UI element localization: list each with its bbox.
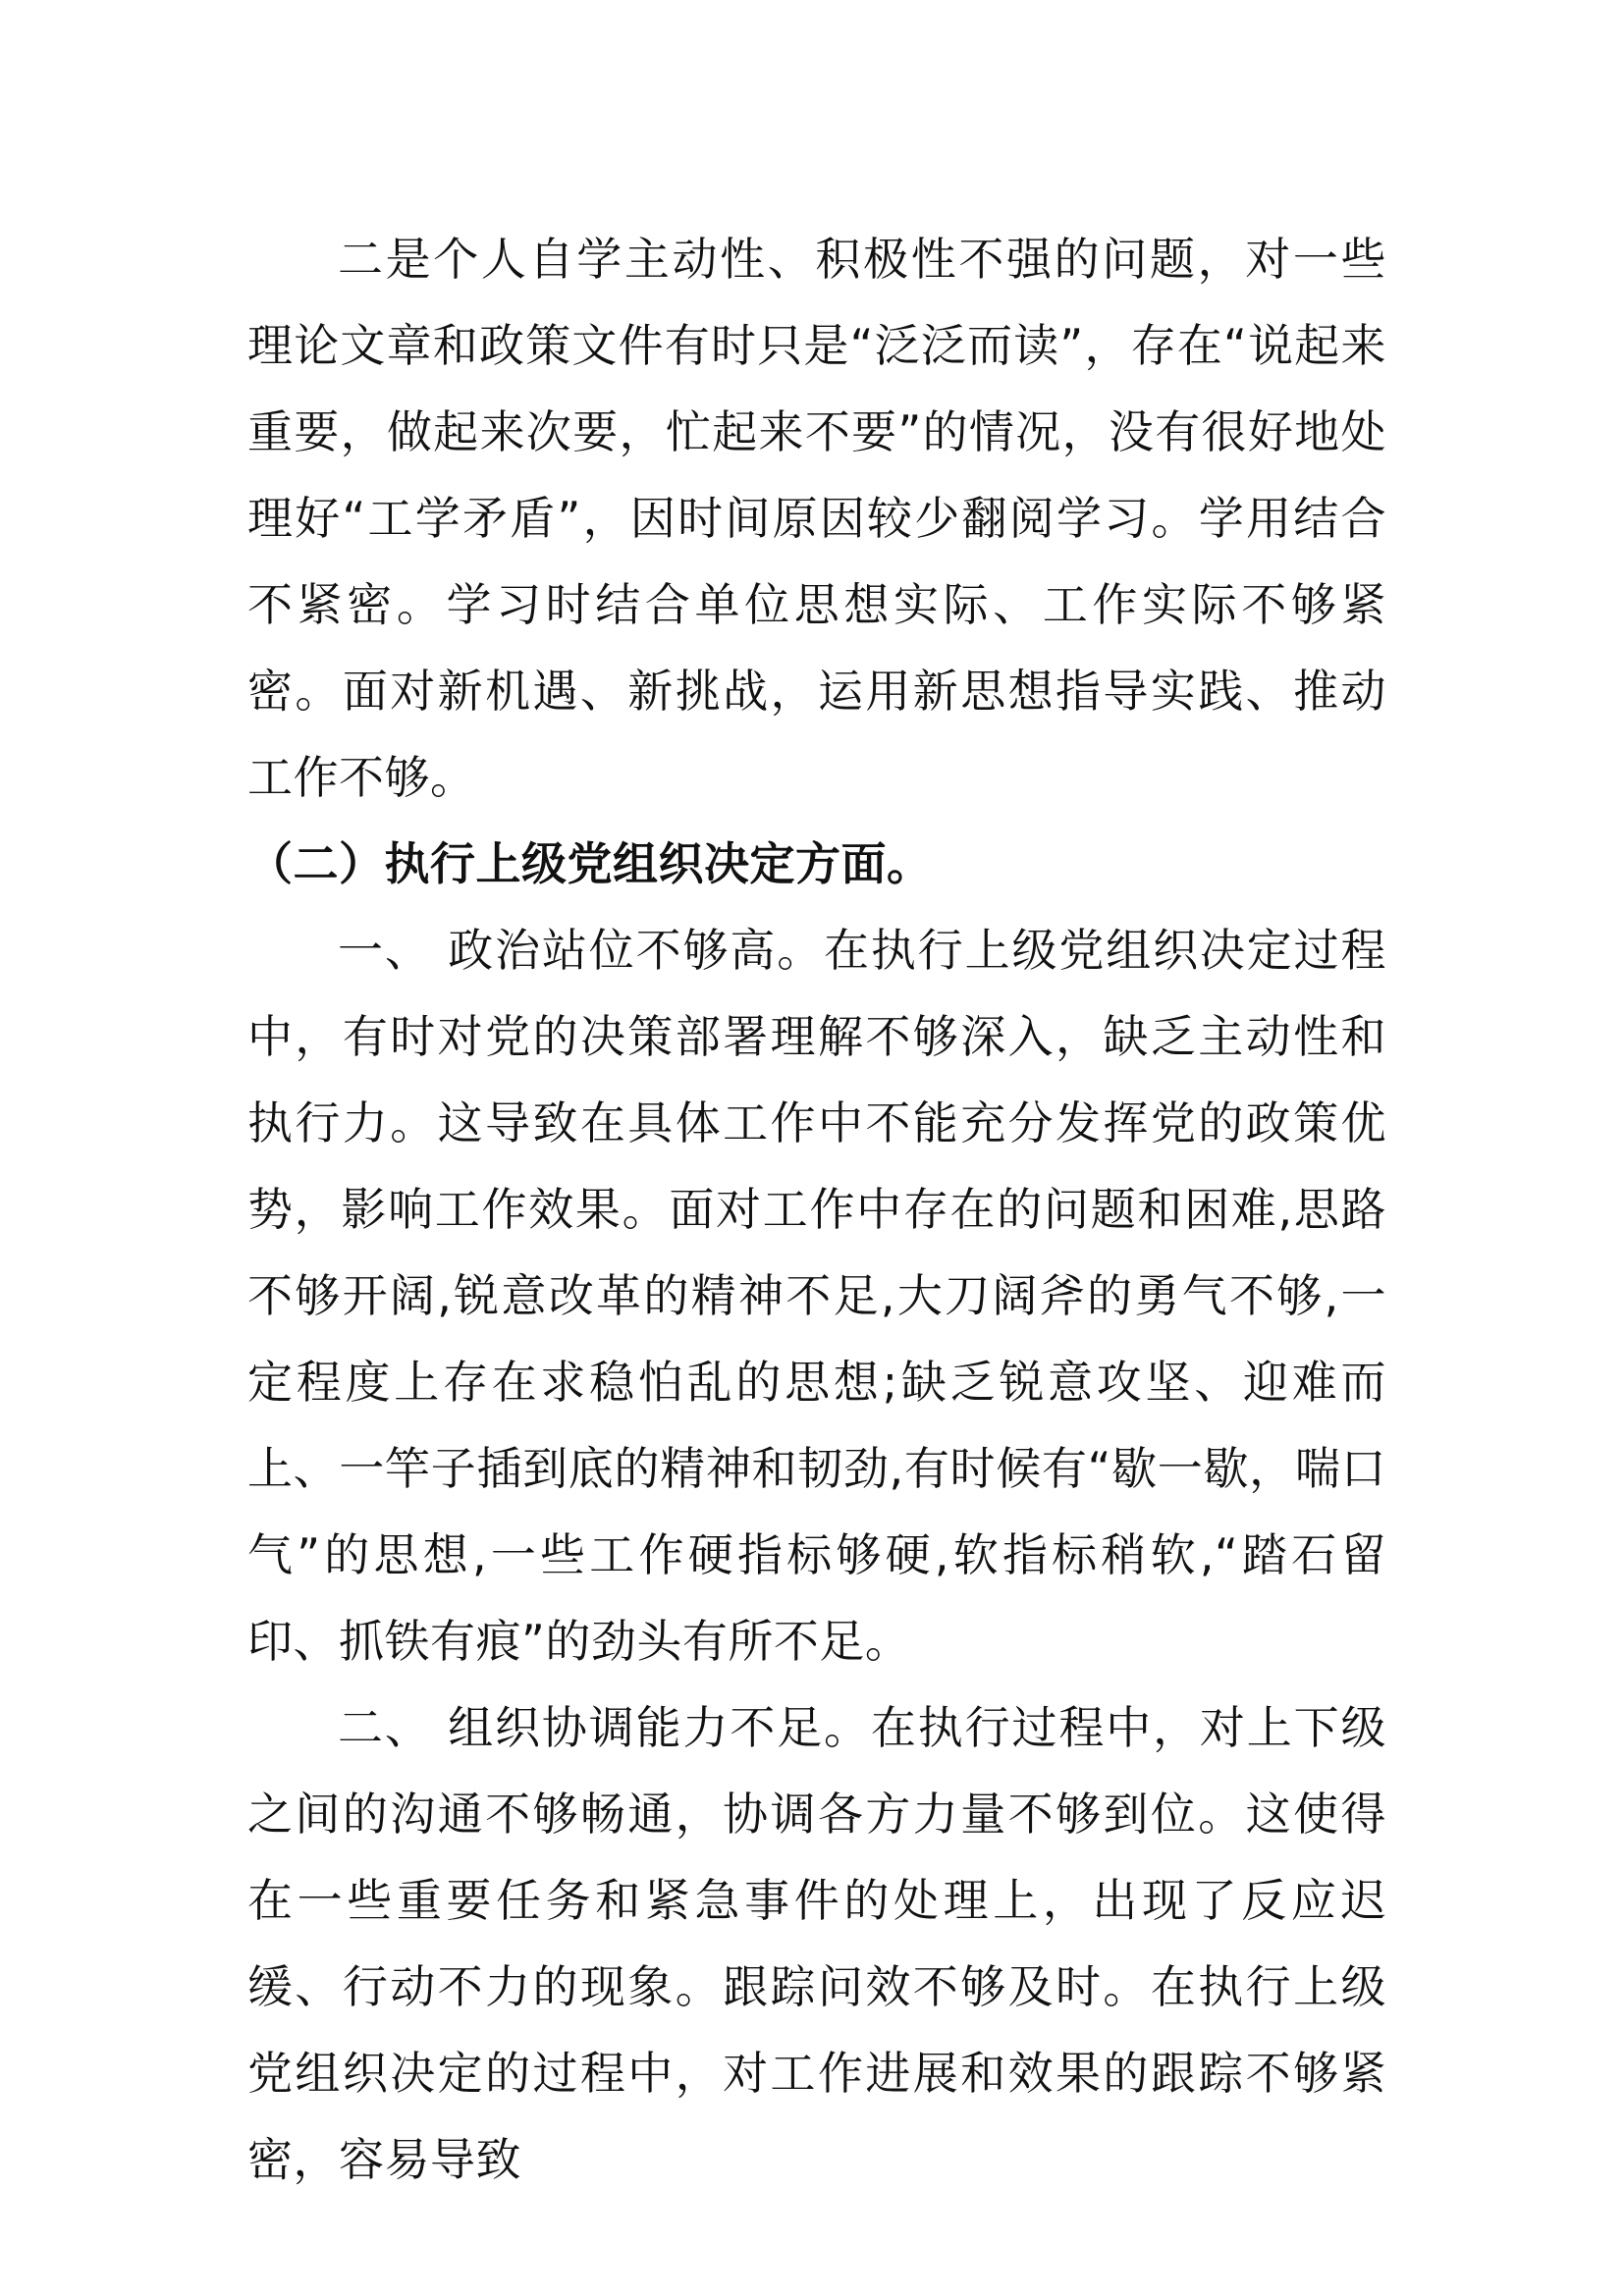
document-body	[247, 216, 1386, 2203]
section-heading: （二）执行上级党组织决定方面。	[247, 837, 933, 890]
paragraph-coordination: 二、 组织协调能力不足。在执行过程中，对上下级之间的沟通不够畅通，协调各方力量不够到位。这使得在一些重要任务和紧急事件的处理上，出现了反应迟缓、行动不力的现象。跟踪问效不够及时。在执行上级党组织决定的过程中，对工作进展和效果的跟踪不够紧密，容易导致	[247, 1701, 1386, 2186]
paragraph-self-study: 二是个人自学主动性、积极性不强的问题，对一些理论文章和政策文件有时只是“泛泛而读”，存在“说起来重要，做起来次要，忙起来不要”的情况，没有很好地处理好“工学矛盾”，因时间原因较少翻阅学习。学用结合不紧密。学习时结合单位思想实际、工作实际不够紧密。面对新机遇、新挑战，运用新思想指导实践、推动工作不够。	[247, 233, 1386, 804]
paragraph-political-stance: 一、 政治站位不够高。在执行上级党组织决定过程中，有时对党的决策部署理解不够深入，缺乏主动性和执行力。这导致在具体工作中不能充分发挥党的政策优势，影响工作效果。面对工作中存在的问题和困难,思路不够开阔,锐意改革的精神不足,大刀阔斧的勇气不够,一定程度上存在求稳怕乱的思想;缺乏锐意攻坚、迎难而上、一竿子插到底的精神和韧劲,有时候有“歇一歇，喘口气”的思想,一些工作硬指标够硬,软指标稍软,“踏石留印、抓铁有痕”的劲头有所不足。	[247, 924, 1386, 1668]
